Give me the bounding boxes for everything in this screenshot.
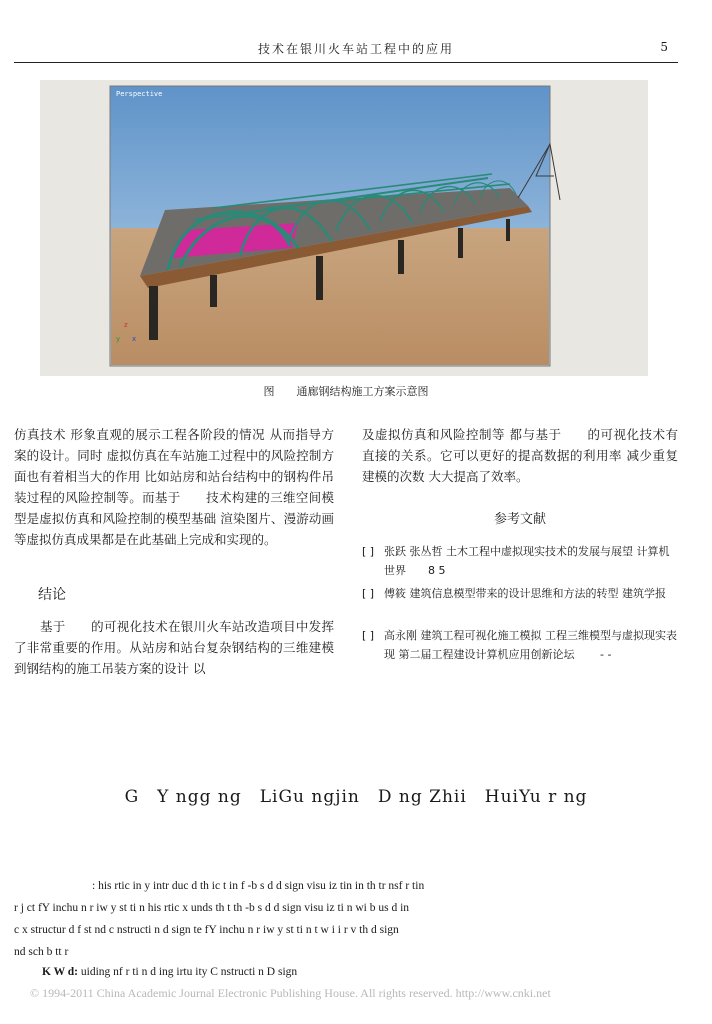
reference-text: 高永刚 建筑工程可视化施工模拟 工程三维模型与虚拟现实表现 第二届工程建设计算机应用创新论坛 - -: [384, 629, 677, 661]
figure-caption: 图 通廊钢结构施工方案示意图: [263, 385, 429, 398]
page-number: 5: [660, 40, 668, 54]
keywords-text: uiding nf r ti n d ing irtu ity C nstructi n D sign: [80, 966, 298, 978]
abstract-line: nd sch b tt r: [14, 946, 69, 958]
reference-number: [ ]: [362, 629, 375, 642]
reference-number: [ ]: [362, 545, 375, 558]
figure-rendering: [40, 80, 648, 376]
conclusion-heading: 结论: [38, 587, 66, 603]
truss-corridor-illustration: [40, 80, 648, 376]
reference-number: [ ]: [362, 587, 375, 600]
reference-item: [362, 542, 678, 580]
viewport-label: Perspective: [116, 90, 163, 98]
keywords-label: K W d:: [42, 966, 79, 978]
english-authors-title: G Y ngg ng LiGu ngjin D ng Zhii HuiYu r ng: [124, 787, 588, 807]
left-column-paragraph: 仿真技术 形象直观的展示工程各阶段的情况 从而指导方案的设计。同时 虚拟仿真在车站施工过程中的风险控制方面也有着相当大的作用 比如站房和站台结构中的钢构件吊装过程的风险控制等。而基于 技术构建的三维空间模型是虚拟仿真和风险控制的模型基础 渲染图片、漫游动画等虚拟仿真成果都是在此基础上完成和实现的。: [14, 427, 334, 547]
reference-item: [362, 584, 678, 603]
running-header: 技术在银川火车站工程中的应用: [257, 42, 454, 56]
svg-text:z: z: [124, 321, 128, 329]
abstract-line: c x structur d f st nd c nstructi n d sign te fY inchu n r iw y st ti n t w i i r v th d sign: [14, 924, 399, 936]
references-heading: 参考文献: [493, 512, 546, 527]
copyright-watermark: © 1994-2011 China Academic Journal Electronic Publishing House. All rights reserved. http://www.cnki.net: [30, 986, 551, 1000]
reference-text: 傅筱 建筑信息模型带来的设计思维和方法的转型 建筑学报: [384, 587, 666, 600]
header-rule: [14, 62, 678, 63]
abstract-line: : his rtic in y intr duc d th ic t in f -b s d d sign visu iz tin in th tr nsf r tin: [92, 880, 425, 892]
reference-text: 张跃 张丛哲 土木工程中虚拟现实技术的发展与展望 计算机世界 8 5: [384, 545, 670, 577]
svg-text:x: x: [132, 335, 137, 343]
svg-text:y: y: [116, 335, 121, 343]
reference-item: [362, 626, 678, 664]
conclusion-paragraph: 基于 的可视化技术在银川火车站改造项目中发挥了非常重要的作用。从站房和站台复杂钢结构的三维建模 到钢结构的施工吊装方案的设计 以: [14, 619, 334, 676]
abstract-line: r j ct fY inchu n r iw y st ti n his rtic x unds th t th -b s d d sign visu iz ti n wi b us d in: [14, 902, 410, 914]
right-column-paragraph: 及虚拟仿真和风险控制等 都与基于 的可视化技术有直接的关系。它可以更好的提高数据的利用率 减少重复建模的次数 大大提高了效率。: [362, 427, 678, 484]
keywords-line: [14, 966, 684, 978]
